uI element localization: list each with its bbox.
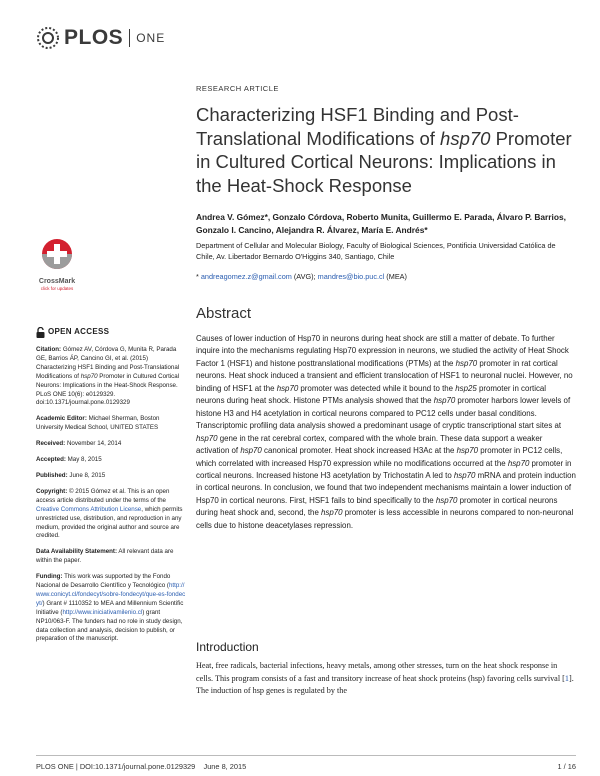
citation-label: Citation: — [36, 346, 62, 353]
funding-text: This work was supported by the Fondo Nacional de Desarrollo Científico y Tecnológico ( — [36, 573, 171, 590]
copyright-text-end: , which permits unrestricted use, distribution, and reproduction in any medium, provided the original author and source are credited. — [36, 505, 183, 540]
abstract-text: promoter in cortical neurons. Increased histone H3 acetylation by Trichostatin A led to — [196, 458, 572, 480]
abstract-text: promoter in rat cortical neurons. Heat shock induced a transient and efficient translocation of HSF1 to neuronal nuclei. However, no binding of HSF1 at the — [196, 358, 573, 393]
academic-editor — [36, 415, 188, 433]
abstract-gene: hsp70 — [453, 470, 476, 480]
published-date — [36, 472, 188, 481]
open-lock-icon — [36, 327, 45, 338]
footer-divider — [36, 755, 576, 756]
abstract-gene: hsp70 — [196, 433, 218, 443]
abstract-text: promoter is less accessible in neurons compared to non-neuronal cells due to histone deacetylases repression. — [196, 508, 574, 530]
abstract-gene: hsp70 — [433, 396, 456, 406]
logo-divider — [129, 29, 130, 47]
abstract-text: promoter in cortical neurons during heat shock and, second, the — [196, 495, 558, 518]
citation-gene: hsp70 — [80, 372, 98, 380]
license-link[interactable]: Creative Commons Attribution License — [36, 505, 142, 513]
email-link-1[interactable]: andreagomez.z@gmail.com — [200, 272, 292, 281]
funding — [36, 573, 188, 644]
reference-link-1[interactable]: 1 — [564, 673, 569, 683]
corresponding-emails — [196, 272, 576, 281]
logo-plos-text: PLOS — [64, 26, 124, 49]
article-title — [196, 103, 576, 197]
abstract-text: gene in the rat cerebral cortex, compared with the whole brain. These data support a weaker activation of — [196, 433, 543, 456]
title-text: Characterizing HSF1 Binding and Post-Translational Modifications of — [196, 104, 519, 149]
title-text-end: Promoter in Cultured Cortical Neurons: Implications in the Heat-Shock Response — [196, 127, 572, 196]
data-availability — [36, 548, 188, 566]
crossmark-icon — [32, 237, 82, 273]
data-availability-value: All relevant data are within the paper. — [36, 548, 174, 565]
accepted-label: Accepted: — [36, 456, 66, 464]
article-info-sidebar — [36, 327, 188, 651]
abstract-gene: hsp70 — [240, 446, 262, 456]
received-value: November 14, 2014 — [65, 440, 122, 448]
intro-text: Heat, free radicals, bacterial infections, heavy metals, among other stresses, turn on the heat shock response in cells. This program consists of a fast and transitory increase of heat shock proteins (hsp) favoring cells survival [ — [196, 661, 565, 683]
abstract-gene: hsp70 — [455, 358, 478, 368]
abstract-gene: hsp70 — [321, 508, 343, 518]
abstract-heading: Abstract — [196, 305, 252, 322]
plos-logo-icon — [36, 26, 60, 50]
abstract-text: Causes of lower induction of Hsp70 in neurons during heat shock are still a matter of debate. To further inquire into the mechanisms regulating Hsp70 expression in neurons, we studied the activity of Heat Shock Factor 1 (HSF1) and histone posttranslational modifications (PTMs) at the — [196, 334, 569, 368]
affiliation: Department of Cellular and Molecular Biology, Faculty of Biological Sciences, Pontificia Universidad Católica de Chile, Av. Libertador Bernardo O'Higgins 340, Santiago, Chile — [196, 241, 556, 261]
abstract-gene: hsp25 — [455, 383, 477, 393]
published-label: Published: — [36, 471, 68, 479]
funding-link-fondecyt[interactable]: http://www.conicyt.cl/fondecyt/sobre-fondecyt/que-es-fondecyt/ — [36, 582, 186, 607]
funding-text-end: ) grant NP10/063-F. The funders had no role in study design, data collection and analysis, decision to publish, or preparation of the manuscript. — [36, 608, 183, 643]
funding-text-mid: ) Grant # 1110352 to MEA and Millennium Scientific Initiative ( — [36, 599, 184, 616]
abstract-text: promoter in cortical neurons during heat shock. Histone PTMs analysis showed that the — [196, 383, 547, 406]
citation-text: Gómez AV, Córdova G, Munita R, Parada GE, Barrios ÁP, Cancino GI, et al. (2015) Characterizing HSF1 Binding and Post-Translational Modifications of — [36, 346, 180, 380]
page-number: 1 / 16 — [557, 762, 576, 771]
copyright — [36, 488, 188, 541]
abstract-body — [196, 333, 576, 532]
data-availability-label: Data Availability Statement: — [36, 548, 118, 556]
funding-link-milenio[interactable]: http://www.iniciativamilenio.cl — [62, 608, 143, 616]
crossmark-badge[interactable] — [32, 237, 82, 291]
introduction-heading: Introduction — [196, 640, 259, 654]
abstract-text: promoter harbors lower levels of histone H3 and H4 acetylation in cortical neurons compared to PC12 cells under basal conditions. Transcriptomic profiling data analysis showed a predominant usage of cryptic transcriptional start sites at — [196, 396, 571, 431]
plos-one-logo[interactable] — [36, 26, 165, 50]
open-access-badge — [36, 327, 188, 338]
logo-one-text: ONE — [136, 31, 166, 45]
intro-text-end: ]. The induction of hsp genes is regulated by the — [196, 673, 574, 696]
accepted-date — [36, 456, 188, 465]
published-value: June 8, 2015 — [67, 471, 106, 479]
abstract-gene: hsp70 — [456, 446, 479, 456]
editor-label: Academic Editor: — [36, 415, 87, 423]
received-date — [36, 440, 188, 449]
open-access-label: OPEN ACCESS — [48, 327, 110, 337]
email-name-1: (AVG); — [291, 272, 318, 281]
editor-value: Michael Sherman, Boston University Medical School, UNITED STATES — [36, 415, 160, 432]
article-type: RESEARCH ARTICLE — [196, 84, 279, 93]
crossmark-label: CrossMark — [38, 278, 76, 285]
abstract-gene: hsp70 — [507, 458, 530, 468]
abstract-gene: hsp70 — [435, 495, 458, 505]
email-name-2: (MEA) — [384, 272, 407, 281]
abstract-text: canonical promoter. Heat shock increased H3Ac at the — [261, 446, 457, 456]
abstract-text: promoter in PC12 cells, which correlated with increased Hsp70 expression while no modifications occurred at the — [196, 446, 563, 468]
citation-text-end: Promoter in Cultured Cortical Neurons: Implications in the Heat-Shock Response. PLoS ONE 10(6): e0129329. doi:10.1371/journal.pone.0129329 — [36, 372, 180, 407]
accepted-value: May 8, 2015 — [65, 456, 102, 464]
footer-journal-info: PLOS ONE | DOI:10.1371/journal.pone.0129329 June 8, 2015 — [36, 762, 247, 771]
author-list: Andrea V. Gómez*, Gonzalo Córdova, Roberto Munita, Guillermo E. Parada, Álvaro P. Barrios, Gonzalo I. Cancino, Alejandra R. Álvarez, María E. Andrés* — [196, 212, 566, 235]
funding-label: Funding: — [36, 573, 63, 581]
copyright-text: © 2015 Gómez et al. This is an open access article distributed under the terms of the — [36, 487, 170, 504]
abstract-text: promoter was detected while it bound to the — [298, 383, 456, 393]
abstract-text: mRNA and protein induction in cortical neurons. In conclusion, we found that two independent mechanisms maintain a lower induction of Hsp70 in cortical neurons. First, HSF1 fails to bind specifically to the — [196, 470, 576, 505]
abstract-gene: hsp70 — [276, 383, 299, 393]
crossmark-sub: click for updates — [40, 286, 74, 291]
email-star: * — [196, 272, 199, 281]
title-gene: hsp70 — [440, 127, 491, 149]
email-link-2[interactable]: mandres@bio.puc.cl — [317, 272, 385, 281]
citation — [36, 346, 188, 408]
copyright-label: Copyright: — [36, 487, 68, 495]
introduction-body — [196, 660, 576, 698]
received-label: Received: — [36, 440, 66, 448]
